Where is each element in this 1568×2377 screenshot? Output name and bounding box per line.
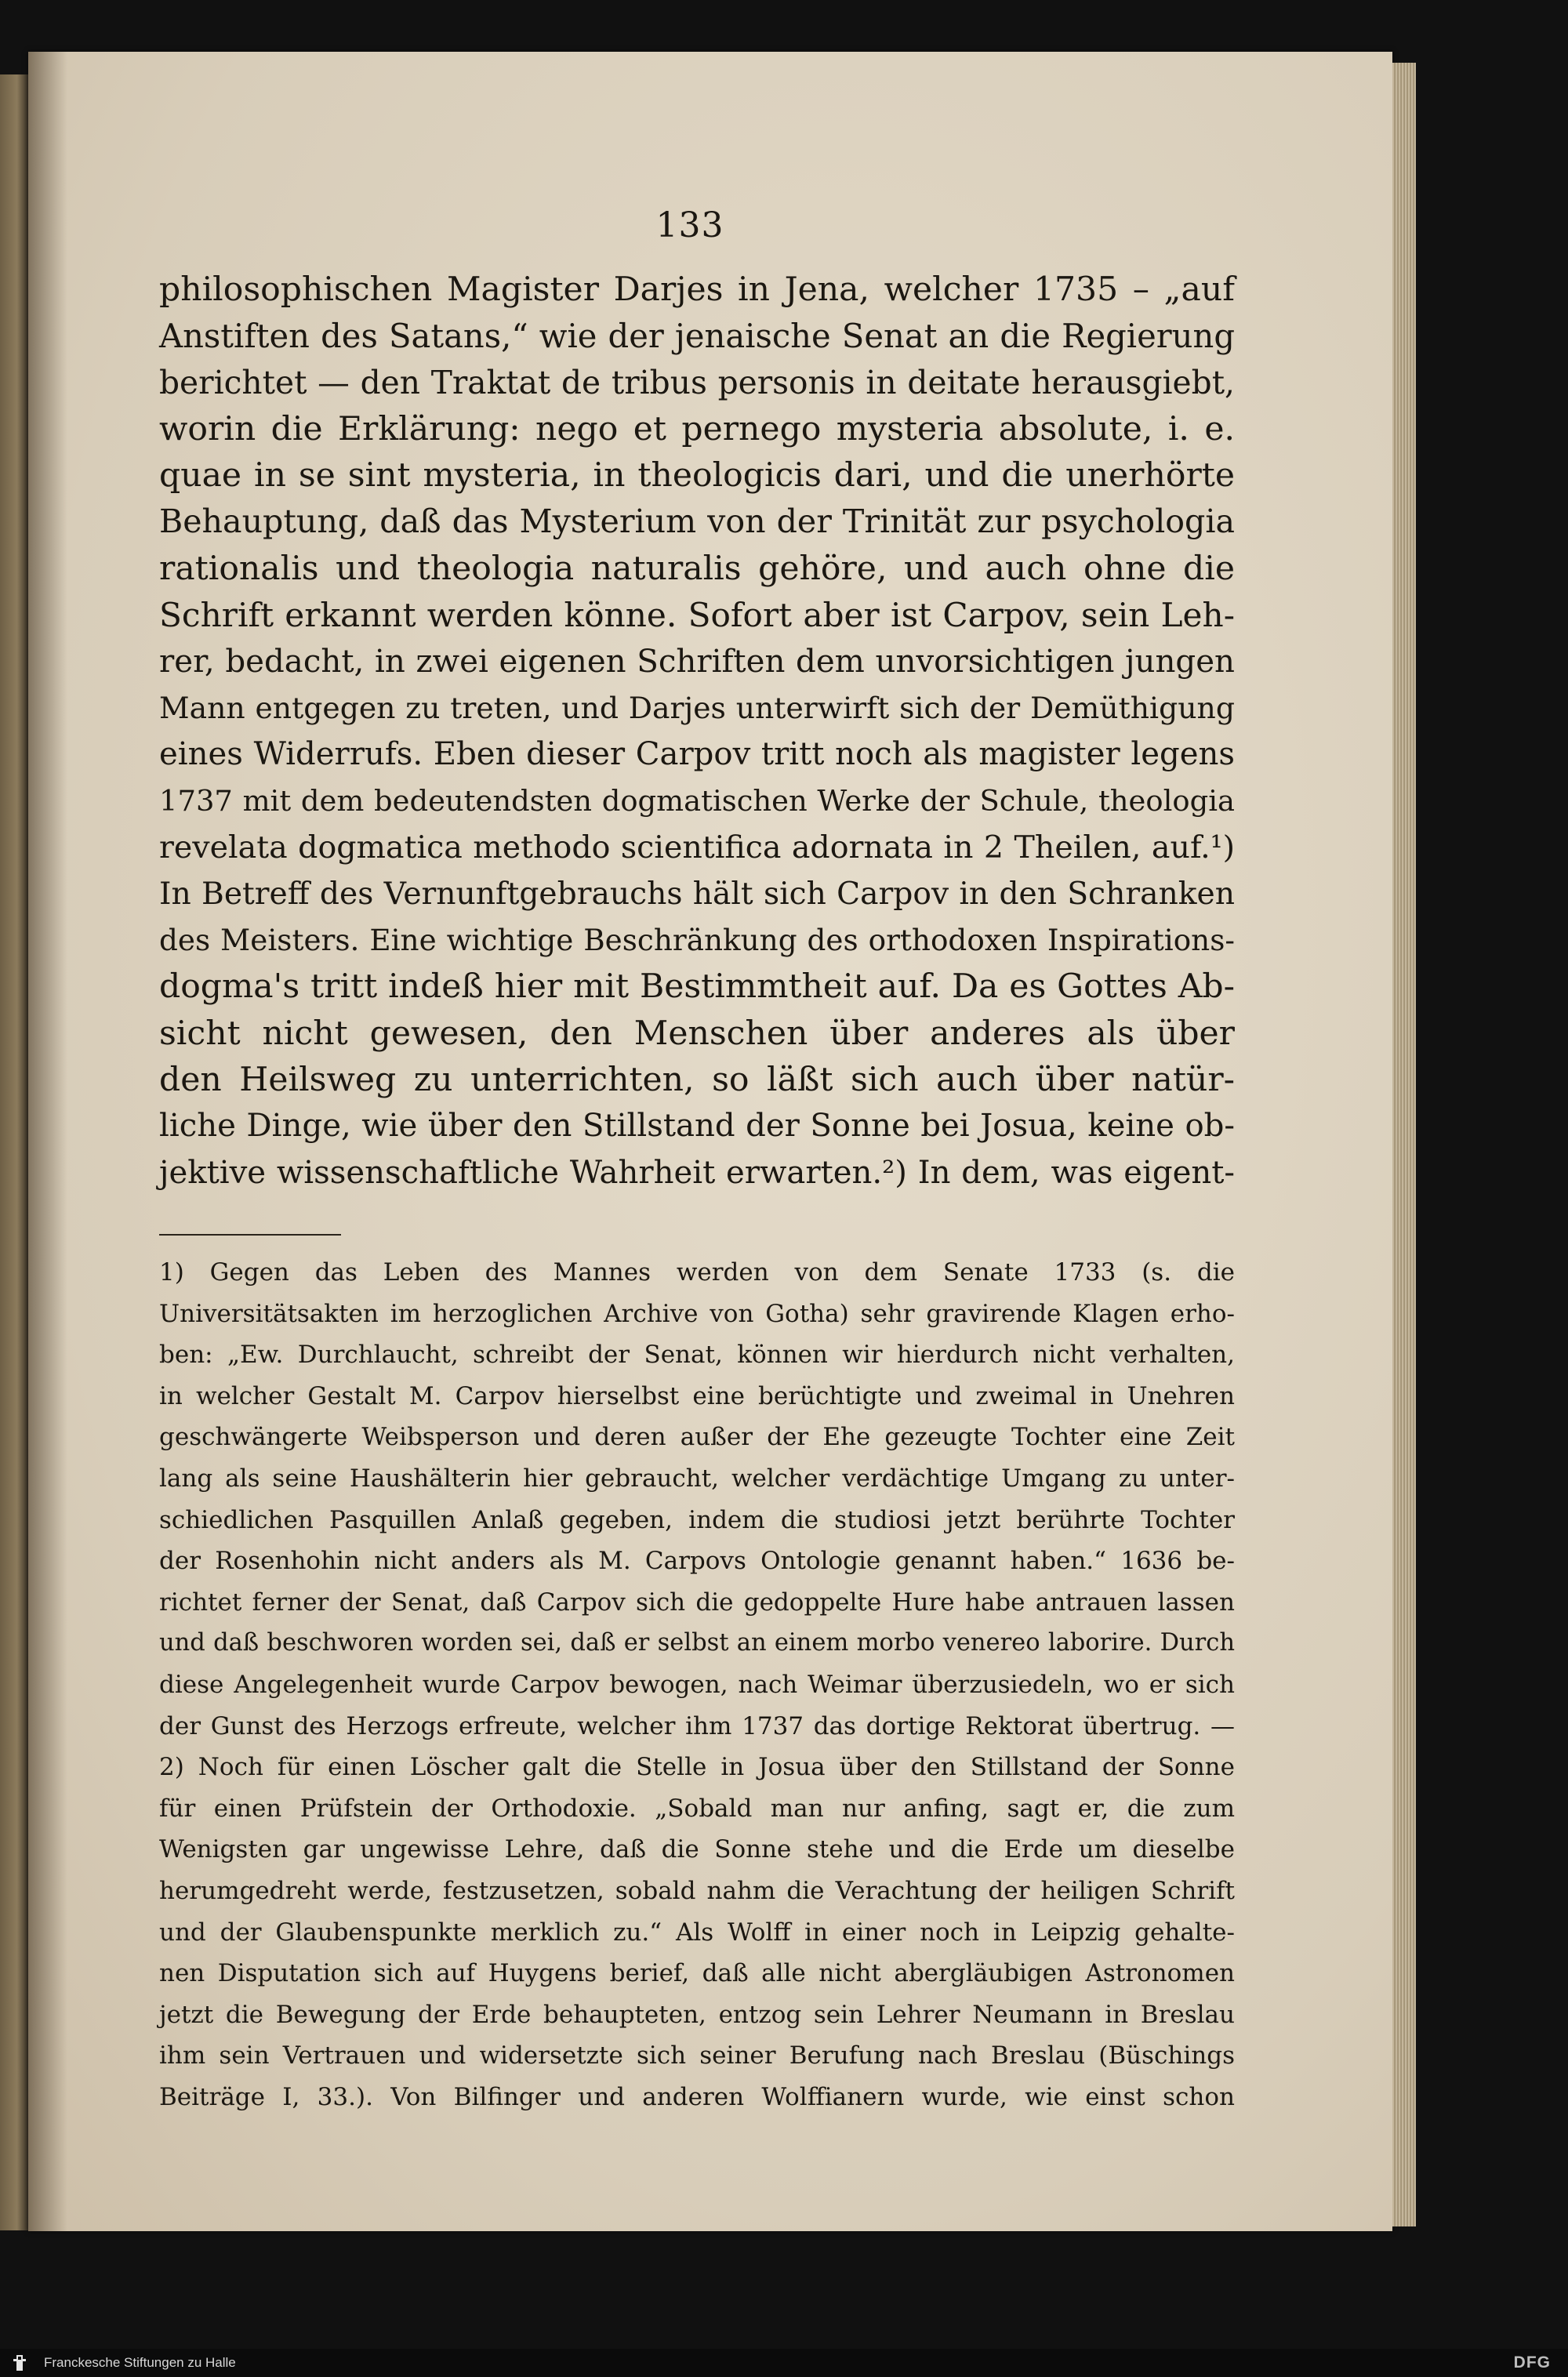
footnote-line: Wenigsten gar ungewisse Lehre, daß die Sonne stehe und die Erde um dieselbe xyxy=(159,1835,1235,1864)
footnotes xyxy=(159,1252,1235,2118)
text-line: revelata dogmatica methodo scientifica adornata in 2 Theilen, auf.¹) xyxy=(159,829,1235,866)
franckesche-stiftungen-logo-icon xyxy=(9,2353,30,2373)
footnote-line: nen Disputation sich auf Huygens berief, daß alle nicht abergläubigen Astronomen xyxy=(159,1959,1235,1988)
footnote-line: ihm sein Vertrauen und widersetzte sich seiner Berufung nach Breslau (Büschings xyxy=(159,2041,1235,2070)
text-line: 1737 mit dem bedeutendsten dogmatischen Werke der Schule, theologia xyxy=(159,784,1235,818)
text-line: Behauptung, daß das Mysterium von der Trinität zur psychologia xyxy=(159,503,1235,541)
text-line: In Betreff des Vernunftgebrauchs hält sich Carpov in den Schranken xyxy=(159,876,1235,912)
footnote-line: herumgedreht werde, festzusetzen, sobald nahm die Verachtung der heiligen Schrift xyxy=(159,1876,1235,1905)
text-line: rationalis und theologia naturalis gehöre, und auch ohne die xyxy=(159,549,1235,588)
footnote-line: Beiträge I, 33.). Von Bilfinger und anderen Wolffianern wurde, wie einst schon xyxy=(159,2082,1235,2111)
text-line: Anstiften des Satans,“ wie der jenaische Senat an die Regierung xyxy=(159,317,1235,356)
page-number: 133 xyxy=(655,205,724,245)
page-stack-edge xyxy=(1392,63,1416,2226)
text-line: jektive wissenschaftliche Wahrheit erwarten.²) In dem, was eigent- xyxy=(159,1154,1235,1191)
text-line: eines Widerrufs. Eben dieser Carpov tritt noch als magister legens xyxy=(159,735,1235,772)
text-line: Mann entgegen zu treten, und Darjes unterwirft sich der Demüthigung xyxy=(159,690,1235,725)
text-line: quae in se sint mysteria, in theologicis dari, und die unerhörte xyxy=(159,456,1235,495)
footnote-line: schiedlichen Pasquillen Anlaß gegeben, indem die studiosi jetzt berührte Tochter xyxy=(159,1505,1235,1534)
footnote-rule xyxy=(159,1234,341,1236)
text-line: des Meisters. Eine wichtige Beschränkung des orthodoxen Inspirations- xyxy=(159,923,1235,958)
text-line: worin die Erklärung: nego et pernego mysteria absolute, i. e. xyxy=(159,409,1235,448)
text-line: liche Dinge, wie über den Stillstand der Sonne bei Josua, keine ob- xyxy=(159,1108,1235,1145)
footnote-line: 2) Noch für einen Löscher galt die Stelle in Josua über den Stillstand der Sonne xyxy=(159,1753,1235,1782)
footnote-line: für einen Prüfstein der Orthodoxie. „Sobald man nur anfing, sagt er, die zum xyxy=(159,1794,1235,1823)
footnote-line: und der Glaubenspunkte merklich zu.“ Als Wolff in einer noch in Leipzig gehalte- xyxy=(159,1918,1235,1947)
text-line: rer, bedacht, in zwei eigenen Schriften dem unvorsichtigen jungen xyxy=(159,643,1235,680)
text-line: berichtet — den Traktat de tribus personis in deitate herausgiebt, xyxy=(159,363,1235,401)
page-gutter-shadow xyxy=(28,52,67,2231)
footnote-line: der Gunst des Herzogs erfreute, welcher ihm 1737 das dortige Rektorat übertrug. — xyxy=(159,1711,1235,1740)
footnote-line: 1) Gegen das Leben des Mannes werden von dem Senate 1733 (s. die xyxy=(159,1258,1235,1286)
viewer-footer xyxy=(0,2349,1568,2377)
footnote-line: lang als seine Haushälterin hier gebraucht, welcher verdächtige Umgang zu unter- xyxy=(159,1464,1235,1493)
text-line: sicht nicht gewesen, den Menschen über anderes als über xyxy=(159,1014,1235,1053)
text-line: dogma's tritt indeß hier mit Bestimmtheit auf. Da es Gottes Ab- xyxy=(159,967,1235,1007)
footnote-line: jetzt die Bewegung der Erde behaupteten, entzog sein Lehrer Neumann in Breslau xyxy=(159,2000,1235,2029)
footnote-line: der Rosenhohin nicht anders als M. Carpovs Ontologie genannt haben.“ 1636 be- xyxy=(159,1547,1235,1576)
dfg-logo: DFG xyxy=(1513,2353,1551,2372)
footnote-line: geschwängerte Weibsperson und deren außer der Ehe gezeugte Tochter eine Zeit xyxy=(159,1423,1235,1452)
main-text xyxy=(159,267,1235,1196)
footnote-line: und daß beschworen worden sei, daß er selbst an einem morbo venereo laborire. Durch xyxy=(159,1629,1235,1657)
text-line: den Heilsweg zu unterrichten, so läßt sich auch über natür- xyxy=(159,1061,1235,1100)
library-name: Franckesche Stiftungen zu Halle xyxy=(44,2355,236,2370)
text-line: Schrift erkannt werden könne. Sofort aber ist Carpov, sein Leh- xyxy=(159,596,1235,635)
text-line: philosophischen Magister Darjes in Jena, welcher 1735 – „auf xyxy=(159,270,1235,309)
footnote-line: in welcher Gestalt M. Carpov hierselbst eine berüchtigte und zweimal in Unehren xyxy=(159,1381,1235,1410)
left-page-edge xyxy=(0,74,28,2230)
footnote-line: ben: „Ew. Durchlaucht, schreibt der Senat, können wir hierdurch nicht verhalten, xyxy=(159,1341,1235,1370)
footnote-line: richtet ferner der Senat, daß Carpov sich die gedoppelte Hure habe antrauen lassen xyxy=(159,1588,1235,1617)
footnote-line: diese Angelegenheit wurde Carpov bewogen, nach Weimar überzusiedeln, wo er sich xyxy=(159,1670,1235,1699)
footnote-line: Universitätsakten im herzoglichen Archive von Gotha) sehr gravirende Klagen erho- xyxy=(159,1299,1235,1328)
